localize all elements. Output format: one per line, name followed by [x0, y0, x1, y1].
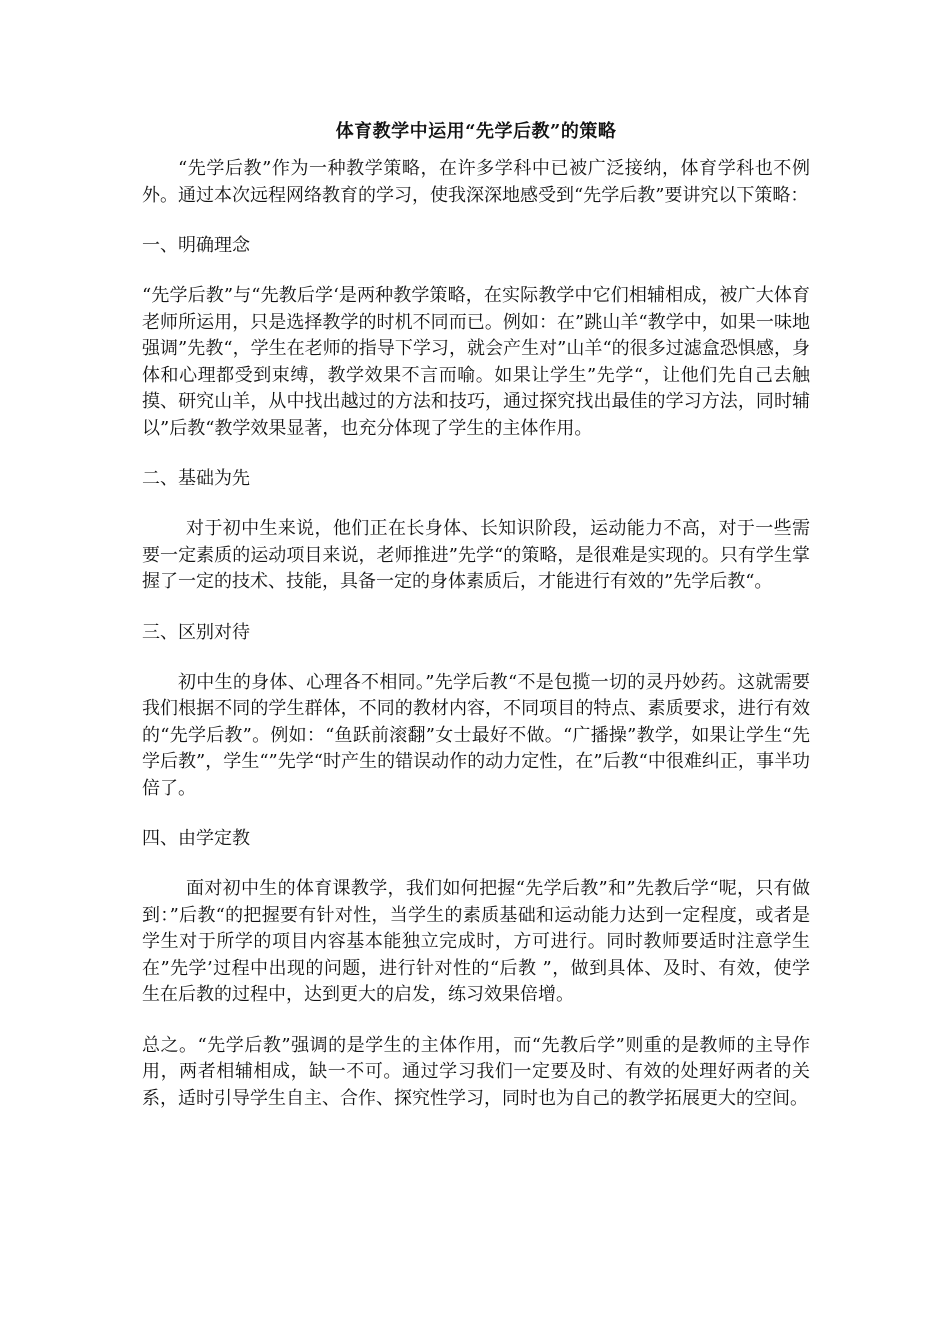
section-body-2: 对于初中生来说，他们正在长身体、长知识阶段，运动能力不高，对于一些需要一定素质的运动项目来说，老师推进”先学“的策略，是很难是实现的。只有学生掌握了一定的技术、技能，具备一定的身体素质后，才能进行有效的”先学后教“。: [142, 518, 810, 592]
conclusion-paragraph: 总之。“先学后教”强调的是学生的主体作用，而“先教后学”则重的是教师的主导作用，两者相辅相成，缺一不可。通过学习我们一定要及时、有效的处理好两者的关系，适时引导学生自主、合作、探究性学习，同时也为自己的教学拓展更大的空间。: [142, 1034, 810, 1109]
section-body-1: “先学后教”与“先教后学‘是两种教学策略，在实际教学中它们相辅相成，被广大体育老师所运用，只是选择教学的时机不同而已。例如：在”跳山羊“教学中，如果一味地强调”先教“，学生在老师的指导下学习，就会产生对”山羊“的很多过滤盒恐惧感，身体和心理都受到束缚，教学效果不言而喻。如果让学生”先学“，让他们先自己去触摸、研究山羊，从中找出越过的方法和技巧，通过探究找出最佳的学习方法，同时辅以”后教“教学效果显著，也充分体现了学生的主体作用。: [142, 285, 810, 439]
section-body-3: 初中生的身体、心理各不相同。”先学后教“不是包揽一切的灵丹妙药。这就需要我们根据不同的学生群体，不同的教材内容，不同项目的特点、素质要求，进行有效的“先学后教”。例如：“鱼跃前滚翻”女士最好不做。“广播操”教学，如果让学生“先学后教”，学生“”先学“时产生的错误动作的动力定性，在”后教“中很难纠正，事半功倍了。: [142, 671, 810, 799]
section-heading-3: 三、区别对待: [142, 621, 250, 643]
section-heading-2: 二、基础为先: [142, 468, 250, 489]
spacer: [142, 1009, 810, 1033]
section-body-4: 面对初中生的体育课教学，我们如何把握“先学后教”和”先教后学“呢，只有做到：”后教“的把握要有针对性，当学生的素质基础和运动能力达到一定程度，或者是学生对于所学的项目内容基本能独立完成时，方可进行。同时教师要适时注意学生在”先学’过程中出现的问题，进行针对性的“后教 ”，做到具体、及时、有效，使学生在后教的过程中，达到更大的启发，练习效果倍增。: [142, 878, 810, 1005]
section-heading-4: 四、由学定教: [142, 828, 250, 849]
document-page: [142, 118, 810, 1112]
intro-paragraph: “先学后教”作为一种教学策略，在许多学科中已被广泛接纳，体育学科也不例外。通过本次远程网络教育的学习，使我深深地感受到“先学后教”要讲究以下策略：: [142, 158, 810, 206]
document-title: 体育教学中运用“先学后教”的策略: [335, 121, 617, 142]
section-heading-1: 一、明确理念: [142, 235, 250, 256]
